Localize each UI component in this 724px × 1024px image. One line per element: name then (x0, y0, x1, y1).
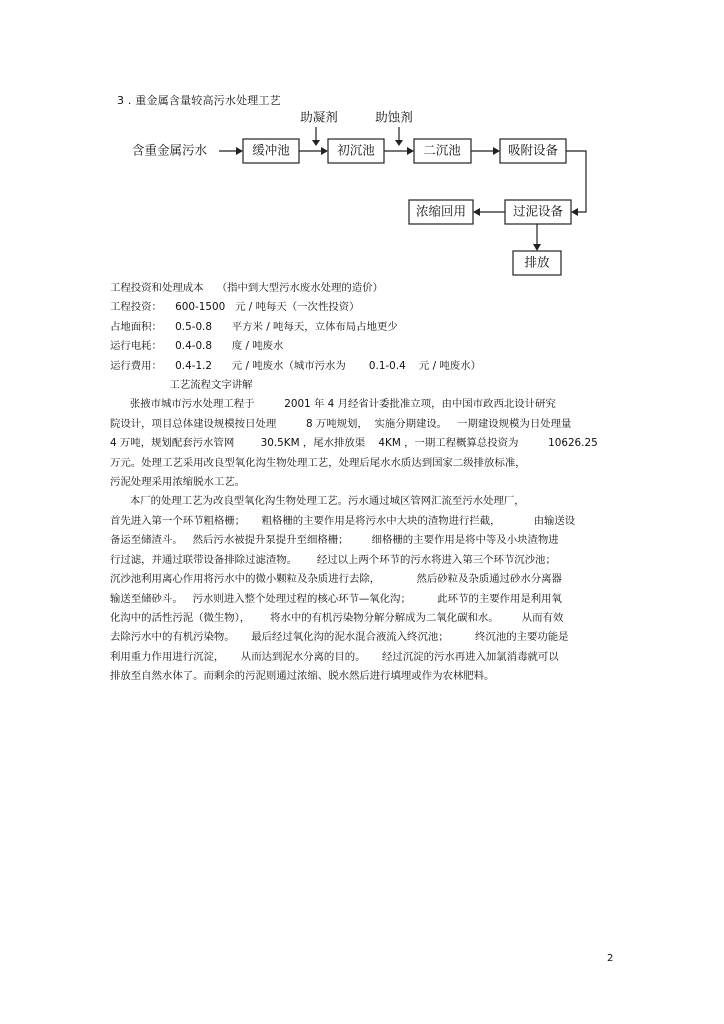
svg-text:排放: 排放 (524, 254, 550, 270)
cost-power: 运行电耗： 0.4-0.8 度 / 吨废水 (110, 340, 284, 353)
process-flowchart (0, 0, 724, 290)
svg-text:浓缩回用: 浓缩回用 (415, 203, 467, 219)
box-buffer-tank (243, 139, 299, 163)
arrowhead-secondary-to-adsorption (493, 147, 500, 155)
arrowhead-buffer-to-primary (321, 147, 328, 155)
paragraph-2-line: 输送至储砂斗。 污水则进入整个处理过程的核心环节—氧化沟； 此环节的主要作用是利用氧 (110, 592, 562, 605)
additive-coagulant-label: 助凝剂 (300, 109, 338, 125)
paragraph-2-line: 利用重力作用进行沉淀， 从而达到泥水分离的目的。 经过沉淀的污水再进入加氯消毒就可以 (110, 650, 559, 663)
svg-text:初沉池: 初沉池 (337, 142, 375, 158)
paragraph-2-line: 行过滤，并通过联带设备排除过滤渣物。 经过以上两个环节的污水将进入第三个环节沉沙池； (110, 553, 556, 566)
svg-text:缓冲池: 缓冲池 (252, 142, 290, 158)
additive-coagulant-arrowhead (312, 140, 320, 146)
paragraph-1-line: 污泥处理采用浓缩脱水工艺。 (110, 476, 246, 489)
paragraph-2-line: 排放至自然水体了。而剩余的污泥则通过浓缩、脱水然后进行填埋或作为农林肥料。 (110, 670, 495, 683)
paragraph-2-line: 沉沙池利用离心作用将污水中的微小颗粒及杂质进行去除， 然后砂粒及杂质通过砂水分离器 (110, 573, 562, 586)
paragraph-1-line: 万元。处理工艺采用改良型氧化沟生物处理工艺，处理后尾水水质达到国家二级排放标准， (110, 456, 526, 469)
paragraph-2-line: 备运至储渣斗。 然后污水被提升泵提升至细格栅； 细格栅的主要作用是将中等及小块渣物进 (110, 534, 559, 547)
document-body (110, 279, 620, 687)
process-explanation-heading: 工艺流程文字讲解 (110, 379, 253, 392)
arrowhead-input-to-buffer (236, 147, 243, 155)
svg-text:过泥设备: 过泥设备 (512, 203, 564, 219)
svg-text:吸附设备: 吸附设备 (507, 142, 559, 158)
paragraph-1-line: 张掖市城市污水处理工程于 2001 年 4 月经省计委批准立项，由中国市政西北设计研究 (110, 398, 556, 411)
arrowhead-sludge-to-concentration (473, 208, 480, 216)
box-primary-sedimentation (328, 139, 384, 163)
paragraph-2-line: 去除污水中的有机污染物。 最后经过氧化沟的泥水混合液流入终沉池； 终沉池的主要功能是 (110, 631, 569, 644)
additive-etchant-label: 助蚀剂 (375, 109, 413, 125)
box-sludge-equipment (505, 200, 571, 224)
page-number: 2 (607, 953, 614, 964)
section-title: 3 . 重金属含量较高污水处理工艺 (117, 94, 281, 107)
cost-operation: 运行费用： 0.4-1.2 元 / 吨废水（城市污水为 0.1-0.4 元 / 吨废水） (110, 359, 481, 372)
paragraph-1-line: 院设计，项目总体建设规模按日处理 8 万吨规划， 实施分期建设。 一期建设规模为日处理量 (110, 417, 572, 430)
input-label: 含重金属污水 (132, 142, 208, 158)
cost-investment: 工程投资： 600-1500 元 / 吨每天（一次性投资） (110, 301, 360, 314)
additive-etchant-arrowhead (395, 140, 403, 146)
paragraph-1-line: 4 万吨，规划配套污水管网 30.5KM ，尾水排放渠 4KM ，一期工程概算总投资为 10626.25 (110, 437, 598, 450)
box-adsorption-equipment (500, 139, 566, 163)
cost-land-area: 占地面积： 0.5-0.8 平方米 / 吨每天，立体布局占地更少 (110, 320, 398, 333)
arrowhead-adsorption-to-sludge (571, 208, 578, 216)
arrowhead-primary-to-secondary (407, 147, 414, 155)
paragraph-2-line: 化沟中的活性污泥（微生物）， 将水中的有机污染物分解分解成为二氧化碳和水。 从而有效 (110, 611, 564, 624)
paragraph-2-line: 首先进入第一个环节粗格栅； 粗格栅的主要作用是将污水中大块的渣物进行拦截， 由输送设 (110, 514, 576, 527)
box-concentration-recovery (409, 200, 473, 224)
svg-text:二沉池: 二沉池 (423, 142, 461, 158)
arrowhead-sludge-to-discharge (533, 244, 541, 251)
cost-heading: 工程投资和处理成本 （指中到大型污水废水处理的造价） (110, 282, 383, 294)
paragraph-2-line: 本厂的处理工艺为改良型氧化沟生物处理工艺。污水通过城区管网汇流至污水处理厂， (110, 495, 525, 508)
box-discharge (513, 251, 561, 275)
box-secondary-sedimentation (414, 139, 471, 163)
